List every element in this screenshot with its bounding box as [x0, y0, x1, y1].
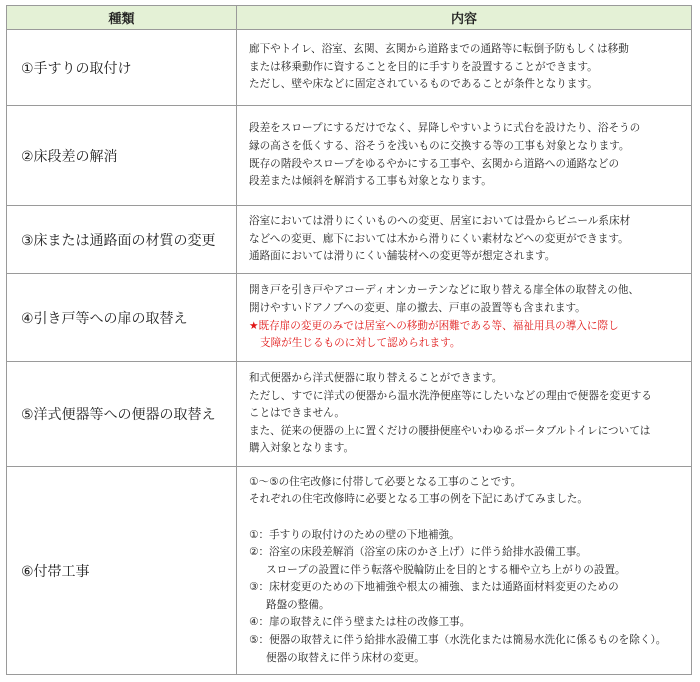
content-incidental-work	[237, 467, 692, 675]
type-handrail: ①手すりの取付け	[7, 30, 237, 106]
list-item: ③：床材変更のための下地補強や根太の補強、または通路面材料変更のための	[249, 581, 619, 594]
table-row	[7, 362, 692, 467]
content-toilet-replacement	[237, 362, 692, 467]
header-type: 種類	[7, 6, 237, 30]
content-line: 開き戸を引き戸やアコーディオンカーテンなどに取り替える扉全体の取替えの他、	[249, 284, 640, 297]
table-header-row	[7, 6, 692, 30]
list-item: ④：扉の取替えに伴う壁または柱の改修工事。	[249, 616, 471, 629]
content-line: または移乗動作に資することを目的に手すりを設置することができます。	[249, 60, 598, 73]
content-floor-material	[237, 206, 692, 274]
content-line: 購入対象となります。	[249, 442, 355, 455]
content-line: ただし、すでに洋式の便器から温水洗浄便座等にしたいなどの理由で便器を変更する	[249, 389, 652, 402]
content-line: などへの変更、廊下においては木から滑りにくい素材などへの変更ができます。	[249, 232, 629, 245]
content-line: それぞれの住宅改修時に必要となる工事の例を下記にあげてみました。	[249, 493, 588, 506]
list-item: ⑤：便器の取替えに伴う給排水設備工事（水洗化または簡易水洗化に係るものを除く）。	[249, 634, 667, 647]
content-line: 開けやすいドアノブへの変更、扉の撤去、戸車の設置等も含まれます。	[249, 301, 586, 314]
content-line: 廊下やトイレ、浴室、玄関、玄関から道路までの通路等に転倒予防もしくは移動	[249, 43, 629, 56]
table-row	[7, 106, 692, 206]
content-handrail	[237, 30, 692, 106]
type-incidental-work: ⑥付帯工事	[7, 467, 237, 675]
type-step-removal: ②床段差の解消	[7, 106, 237, 206]
spacer	[249, 509, 685, 527]
content-line: 縁の高さを低くする、浴そうを浅いものに交換する等の工事も対象となります。	[249, 139, 630, 152]
note-line: 支障が生じるものに対して認められます。	[260, 337, 461, 350]
type-toilet-replacement: ⑤洋式便器等への便器の取替え	[7, 362, 237, 467]
table-row	[7, 274, 692, 362]
content-line: ことはできません。	[249, 407, 345, 420]
note-text	[249, 318, 685, 353]
list-item: スロープの設置に伴う転落や脱輪防止を目的とする柵や立ち上がりの設置。	[266, 563, 626, 576]
table-row	[7, 206, 692, 274]
content-step-removal	[237, 106, 692, 206]
header-content: 内容	[237, 6, 692, 30]
type-floor-material: ③床または通路面の材質の変更	[7, 206, 237, 274]
content-line: ①～⑤の住宅改修に付帯して必要となる工事のことです。	[249, 475, 522, 488]
type-door-replacement: ④引き戸等への扉の取替え	[7, 274, 237, 362]
list-item: ①：手すりの取付けのための壁の下地補強。	[249, 528, 460, 541]
content-line: 通路面においては滑りにくい舗装材への変更等が想定されます。	[249, 250, 556, 263]
table-row	[7, 30, 692, 106]
table-row	[7, 467, 692, 675]
content-line: 既存の階段やスロープをゆるやかにする工事や、玄関から道路への通路などの	[249, 157, 620, 170]
list-item: 路盤の整備。	[266, 598, 330, 611]
content-line: 和式便器から洋式便器に取り替えることができます。	[249, 372, 503, 385]
content-line: 段差または傾斜を解消する工事も対象となります。	[249, 175, 492, 188]
content-line: ただし、壁や床などに固定されているものであることが条件となります。	[249, 78, 598, 91]
list-item: ②：浴室の床段差解消（浴室の床のかさ上げ）に伴う給排水設備工事。	[249, 546, 587, 559]
renovation-types-table	[6, 5, 692, 675]
content-door-replacement	[237, 274, 692, 362]
note-line: ★既存扉の変更のみでは居室への移動が困難である等、福祉用具の導入に際し	[249, 319, 619, 332]
list-item: 便器の取替えに伴う床材の変更。	[266, 651, 425, 664]
content-line: また、従来の便器の上に置くだけの腰掛便座やいわゆるポータブルトイレについては	[249, 424, 651, 437]
content-line: 段差をスロープにするだけでなく、昇降しやすいように式台を設けたり、浴そうの	[249, 122, 641, 135]
content-line: 浴室においては滑りにくいものへの変更、居室においては畳からビニール系床材	[249, 215, 631, 228]
